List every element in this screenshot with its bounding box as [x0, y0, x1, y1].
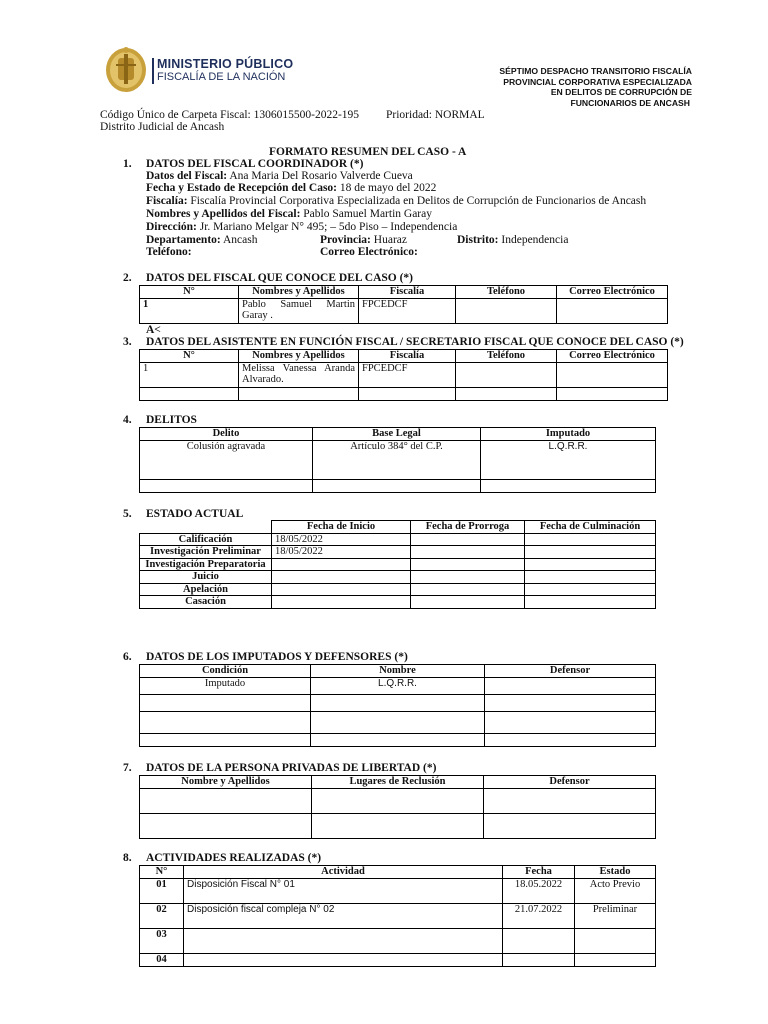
case-folder-code: Código Único de Carpeta Fiscal: 1306015500-2022-195 [100, 109, 360, 121]
table-row [140, 596, 656, 609]
table-cell: Disposición fiscal compleja N° 02 [184, 903, 503, 928]
table-cell: Colusión agravada [140, 440, 313, 479]
table-header-row [140, 521, 656, 534]
table-header-row [140, 866, 656, 879]
section-number: 4. [123, 414, 132, 426]
section-8-heading: ACTIVIDADES REALIZADAS (*) [146, 852, 322, 864]
column-header: Nombres y Apellidos [239, 350, 359, 363]
table-cell: Acto Previo [575, 878, 656, 903]
table-cell [484, 788, 656, 813]
table-header-row [140, 428, 656, 441]
fiscal-data-row [146, 170, 413, 182]
field-value: 18 de mayo del 2022 [337, 182, 437, 194]
table-cell [272, 558, 411, 571]
column-header: Estado [575, 866, 656, 879]
column-header: N° [140, 866, 184, 879]
table-header-row [140, 665, 656, 678]
section-1-heading: DATOS DEL FISCAL COORDINADOR (*) [146, 158, 364, 170]
section-7-heading: DATOS DE LA PERSONA PRIVADAS DE LIBERTAD (*) [146, 762, 437, 774]
logo-subtitle: FISCALÍA DE LA NACIÓN [157, 71, 286, 83]
column-header: Base Legal [313, 428, 481, 441]
column-header: Correo Electrónico [557, 350, 668, 363]
table-cell: Preliminar [575, 903, 656, 928]
field-label: Provincia: [320, 234, 371, 246]
fiscal-name-row [146, 208, 432, 220]
table-cell: 01 [140, 878, 184, 903]
province-field [320, 234, 407, 246]
column-header: Teléfono [456, 350, 557, 363]
table-cell [140, 694, 311, 711]
judicial-district: Distrito Judicial de Ancash [100, 121, 225, 133]
table-cell [525, 558, 656, 571]
table-cell: Pablo Samuel Martin Garay . [239, 298, 359, 323]
office-line: SÉPTIMO DESPACHO TRANSITORIO FISCALÍA [499, 66, 692, 76]
stage-label: Calificación [140, 533, 272, 546]
table-cell [557, 362, 668, 387]
section-number: 1. [123, 158, 132, 170]
field-label: Fiscalía: [146, 195, 188, 207]
column-header: Fiscalía [359, 350, 456, 363]
table-cell [411, 596, 525, 609]
status-table [139, 520, 656, 609]
table-header-row [140, 776, 656, 789]
column-header: Nombres y Apellidos [239, 286, 359, 299]
section-number: 6. [123, 651, 132, 663]
column-header: Fecha [503, 866, 575, 879]
table-cell [411, 571, 525, 584]
table-cell [411, 583, 525, 596]
table-row [140, 583, 656, 596]
table-cell [140, 813, 312, 838]
district-field [457, 234, 568, 246]
table-cell [239, 387, 359, 400]
section-number: 5. [123, 508, 132, 520]
table-row [140, 711, 656, 733]
office-line: EN DELITOS DE CORRUPCIÓN DE [550, 87, 692, 98]
column-header: Fecha de Prorroga [411, 521, 525, 534]
table-cell: 18/05/2022 [272, 533, 411, 546]
table-cell [525, 546, 656, 559]
defendants-table [139, 664, 656, 747]
stage-label: Investigación Preparatoria [140, 558, 272, 571]
stage-label: Apelación [140, 583, 272, 596]
column-header: Defensor [485, 665, 656, 678]
table-cell [411, 546, 525, 559]
table-row [140, 558, 656, 571]
table-cell [575, 953, 656, 966]
field-label: Fecha y Estado de Recepción del Caso: [146, 182, 338, 194]
table-cell [525, 596, 656, 609]
case-priority: Prioridad: NORMAL [386, 109, 485, 121]
table-cell [311, 733, 485, 746]
table-cell: 18.05.2022 [503, 878, 575, 903]
table-cell [485, 711, 656, 733]
table-row [140, 571, 656, 584]
department-field [146, 234, 257, 246]
table-cell: 18/05/2022 [272, 546, 411, 559]
field-value: Pablo Samuel Martin Garay [300, 208, 432, 220]
table-cell [140, 788, 312, 813]
table-cell [456, 298, 557, 323]
stage-label: Juicio [140, 571, 272, 584]
fiscal-table [139, 285, 668, 324]
section-6-heading: DATOS DE LOS IMPUTADOS Y DEFENSORES (*) [146, 651, 408, 663]
assistant-table [139, 349, 668, 401]
table-cell [184, 928, 503, 953]
section-number: 2. [123, 272, 132, 284]
table-cell [557, 298, 668, 323]
phone-label: Teléfono: [146, 246, 192, 258]
detainees-table [139, 775, 656, 839]
table-row [140, 362, 668, 387]
document-title: FORMATO RESUMEN DEL CASO - A [269, 146, 467, 158]
table-cell [411, 533, 525, 546]
column-header: Defensor [484, 776, 656, 789]
table-row [140, 694, 656, 711]
column-header: N° [140, 286, 239, 299]
column-header: Delito [140, 428, 313, 441]
field-label: Distrito: [457, 234, 499, 246]
crimes-table [139, 427, 656, 493]
column-header: Correo Electrónico [557, 286, 668, 299]
table-cell [312, 813, 484, 838]
office-line: PROVINCIAL CORPORATIVA ESPECIALIZADA [503, 76, 692, 87]
column-header: Fiscalía [359, 286, 456, 299]
table-cell [140, 733, 311, 746]
table-cell [272, 596, 411, 609]
table-cell [311, 711, 485, 733]
table-header-row [140, 350, 668, 363]
table-cell: L.Q.R.R. [481, 440, 656, 479]
email-label: Correo Electrónico: [320, 246, 418, 258]
table-cell: 04 [140, 953, 184, 966]
section-5-heading: ESTADO ACTUAL [146, 508, 244, 520]
field-value: Jr. Mariano Melgar N° 495; – 5do Piso – Independencia [196, 221, 458, 233]
table-cell [411, 558, 525, 571]
table-cell: Disposición Fiscal N° 01 [184, 878, 503, 903]
column-header: Fecha de Inicio [272, 521, 411, 534]
table-cell [313, 479, 481, 492]
table-cell [557, 387, 668, 400]
table-row [140, 387, 668, 400]
fiscalia-row [146, 195, 646, 207]
section-3-heading: DATOS DEL ASISTENTE EN FUNCIÓN FISCAL / SECRETARIO FISCAL QUE CONOCE DEL CASO (*) [146, 336, 684, 348]
table-cell [525, 571, 656, 584]
table-cell [503, 953, 575, 966]
column-header: Nombre [311, 665, 485, 678]
stage-label: Investigación Preliminar [140, 546, 272, 559]
column-header: Condición [140, 665, 311, 678]
table-cell: L.Q.R.R. [311, 677, 485, 694]
table-cell [311, 694, 485, 711]
table-cell: 03 [140, 928, 184, 953]
table-cell: 1 [140, 298, 239, 323]
table-cell: Melissa Vanessa Aranda Alvarado. [239, 362, 359, 387]
stray-text: A< [146, 324, 161, 336]
table-cell: Imputado [140, 677, 311, 694]
field-label: Departamento: [146, 234, 221, 246]
table-cell [485, 677, 656, 694]
table-cell [456, 362, 557, 387]
activities-table [139, 865, 656, 967]
table-cell [272, 583, 411, 596]
section-number: 3. [123, 336, 132, 348]
section-2-heading: DATOS DEL FISCAL QUE CONOCE DEL CASO (*) [146, 272, 414, 284]
reception-row [146, 182, 436, 194]
table-cell: FPCEDCF [359, 298, 456, 323]
field-value: Ancash [220, 234, 258, 246]
table-row [140, 903, 656, 928]
table-cell: 02 [140, 903, 184, 928]
table-row [140, 928, 656, 953]
table-cell: 1 [140, 362, 239, 387]
table-row [140, 788, 656, 813]
column-header: Lugares de Reclusión [312, 776, 484, 789]
table-cell [481, 479, 656, 492]
ministerio-publico-seal-icon [104, 44, 148, 94]
table-cell [484, 813, 656, 838]
field-label: Dirección: [146, 221, 197, 233]
table-row [140, 813, 656, 838]
column-header: Nombre y Apellidos [140, 776, 312, 789]
column-header: Teléfono [456, 286, 557, 299]
office-line: FUNCIONARIOS DE ANCASH [570, 97, 690, 108]
stage-label: Casación [140, 596, 272, 609]
column-header: N° [140, 350, 239, 363]
table-row [140, 677, 656, 694]
column-header: Fecha de Culminación [525, 521, 656, 534]
table-row [140, 440, 656, 479]
table-cell [485, 694, 656, 711]
table-cell [272, 571, 411, 584]
field-label: Nombres y Apellidos del Fiscal: [146, 208, 301, 220]
table-cell [456, 387, 557, 400]
table-row [140, 298, 668, 323]
field-value: Huaraz [370, 234, 407, 246]
table-header-row [140, 286, 668, 299]
logo-divider [152, 58, 154, 84]
table-cell [184, 953, 503, 966]
section-number: 7. [123, 762, 132, 774]
table-row [140, 878, 656, 903]
table-row [140, 533, 656, 546]
table-cell [485, 733, 656, 746]
table-row [140, 953, 656, 966]
table-cell [525, 533, 656, 546]
column-header: Imputado [481, 428, 656, 441]
table-cell [359, 387, 456, 400]
section-4-heading: DELITOS [146, 414, 197, 426]
field-value: Independencia [498, 234, 569, 246]
table-cell [312, 788, 484, 813]
table-cell [503, 928, 575, 953]
table-row [140, 733, 656, 746]
field-label: Datos del Fiscal: [146, 170, 228, 182]
field-value: Ana Maria Del Rosario Valverde Cueva [227, 170, 413, 182]
table-cell [140, 479, 313, 492]
table-cell [525, 583, 656, 596]
logo-title: MINISTERIO PÚBLICO [157, 57, 294, 71]
address-row [146, 221, 457, 233]
table-cell [140, 387, 239, 400]
table-cell: Artículo 384° del C.P. [313, 440, 481, 479]
column-header: Actividad [184, 866, 503, 879]
section-number: 8. [123, 852, 132, 864]
table-cell [575, 928, 656, 953]
table-cell: 21.07.2022 [503, 903, 575, 928]
field-value: Fiscalía Provincial Corporativa Especializada en Delitos de Corrupción de Funcionarios de Ancash [187, 195, 647, 207]
office-header [420, 66, 692, 108]
table-row [140, 479, 656, 492]
table-cell [140, 711, 311, 733]
column-header [140, 521, 272, 534]
table-row [140, 546, 656, 559]
table-cell: FPCEDCF [359, 362, 456, 387]
